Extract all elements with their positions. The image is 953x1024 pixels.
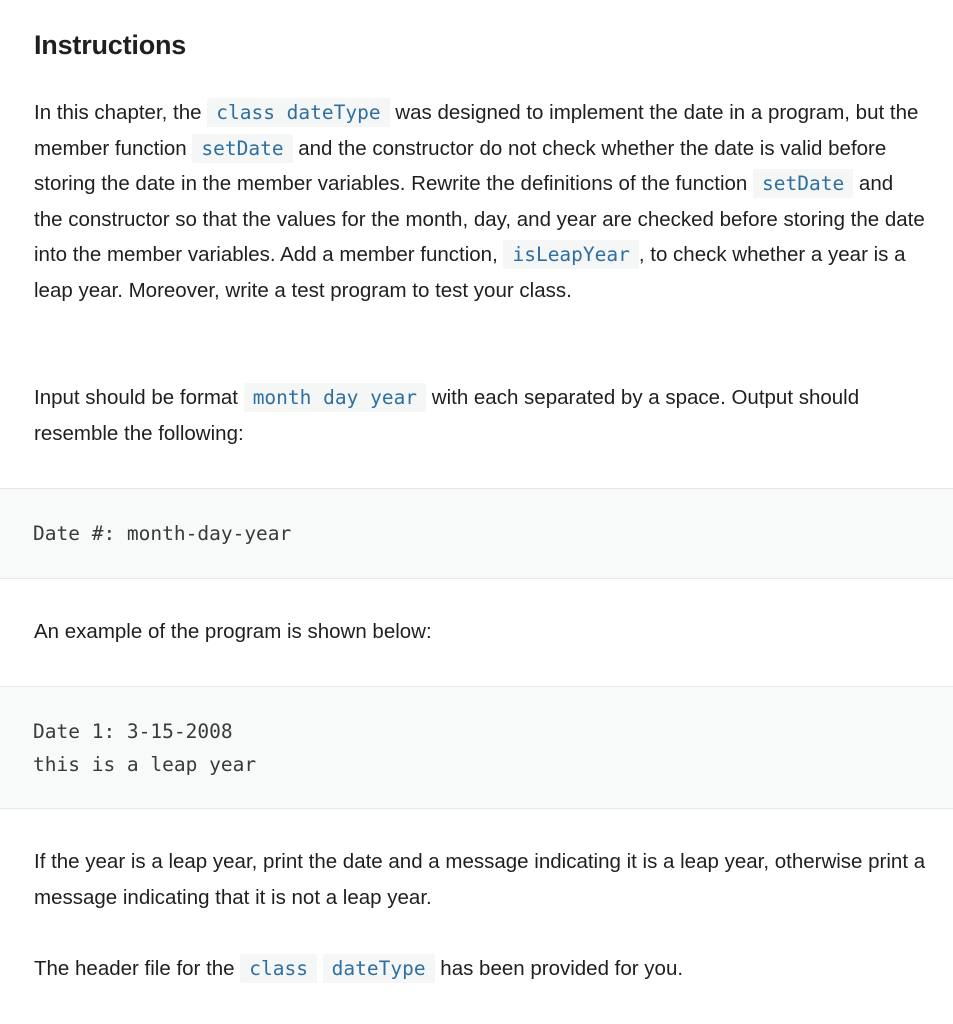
inline-code-setdate: setDate [753, 169, 853, 198]
inline-code-isleapyear: isLeapYear [503, 240, 638, 269]
page-title: Instructions [34, 30, 187, 60]
header-file-paragraph [34, 951, 926, 987]
output-format-code-block [0, 488, 953, 579]
paragraph-text: Input should be format [34, 386, 244, 409]
paragraph-text: with each separated by a space. Output should resemble the following: [34, 386, 860, 445]
paragraph-text: and the constructor so that the values for the month, day, and year are checked before storing the date into the member variables. Add a member function, [34, 172, 925, 267]
instructions-paragraph [34, 95, 926, 309]
paragraph-text: If the year is a leap year, print the date and a message indicating it is a leap year, otherwise print a message indicating that it is not a leap year. [34, 850, 926, 909]
paragraph-text: was designed to implement the date in a program, but the member function [34, 101, 919, 160]
code-line: Date 1: 3-15-2008 [33, 720, 233, 743]
example-output-code-block [0, 686, 953, 809]
inline-code-setdate: setDate [192, 134, 292, 163]
inline-code-input-format: month day year [244, 383, 426, 412]
inline-code-datetype: dateType [323, 954, 435, 983]
paragraph-text: The header file for the [34, 957, 241, 980]
inline-code-class: class [240, 954, 317, 983]
leap-year-paragraph [34, 844, 926, 915]
paragraph-text: , to check whether a year is a leap year. Moreover, write a test program to test your class. [34, 243, 906, 302]
paragraph-text: In this chapter, the [34, 101, 208, 124]
code-line: this is a leap year [33, 753, 257, 776]
inline-code-class-datetype: class dateType [207, 98, 389, 127]
input-format-paragraph [34, 380, 926, 451]
code-line: Date #: month-day-year [33, 522, 292, 545]
paragraph-text: has been provided for you. [434, 957, 684, 980]
example-intro-paragraph [34, 614, 926, 650]
paragraph-text: An example of the program is shown below: [34, 620, 432, 643]
paragraph-text: and the constructor do not check whether the date is valid before storing the date in the member variables. Rewrite the definitions of the function [34, 136, 887, 196]
